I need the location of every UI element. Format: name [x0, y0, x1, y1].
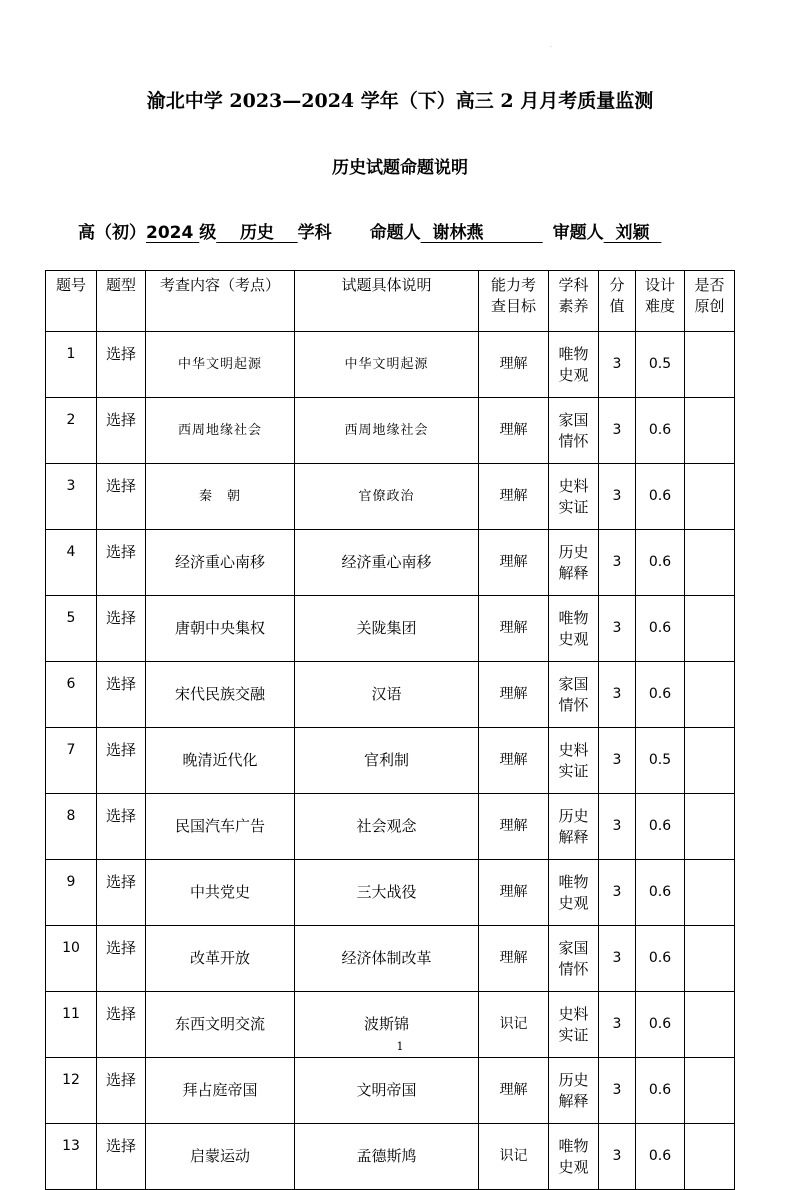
- cell-difficulty: 0.6: [636, 398, 685, 464]
- cell-score: 3: [599, 992, 636, 1058]
- cell-question-no: 7: [46, 728, 97, 794]
- cell-ability: 识记: [479, 992, 549, 1058]
- header-score: 分 值: [599, 271, 636, 332]
- document-subtitle: 历史试题命题说明: [332, 158, 468, 178]
- cell-detail: 汉语: [295, 662, 479, 728]
- cell-score: 3: [599, 794, 636, 860]
- header-original: 是否 原创: [685, 271, 735, 332]
- cell-literacy: 唯物 史观: [549, 860, 599, 926]
- cell-score: 3: [599, 332, 636, 398]
- cell-ability: 理解: [479, 332, 549, 398]
- cell-difficulty: 0.6: [636, 1058, 685, 1124]
- cell-literacy: 历史 解释: [549, 794, 599, 860]
- cell-ability: 理解: [479, 596, 549, 662]
- cell-score: 3: [599, 1058, 636, 1124]
- grade-value: 2024: [146, 223, 194, 243]
- cell-detail: 关陇集团: [295, 596, 479, 662]
- table-row: [46, 926, 735, 992]
- cell-difficulty: 0.6: [636, 464, 685, 530]
- cell-score: 3: [599, 662, 636, 728]
- author-label: 命题人: [369, 223, 421, 243]
- cell-question-no: 3: [46, 464, 97, 530]
- cell-question-type: 选择: [97, 332, 146, 398]
- cell-difficulty: 0.6: [636, 530, 685, 596]
- cell-content: 启蒙运动: [146, 1124, 295, 1190]
- cell-score: 3: [599, 926, 636, 992]
- header-literacy: 学科 素养: [549, 271, 599, 332]
- table-row: [46, 398, 735, 464]
- cell-detail: 三大战役: [295, 860, 479, 926]
- table-row: [46, 530, 735, 596]
- cell-score: 3: [599, 1124, 636, 1190]
- cell-detail: 官僚政治: [295, 464, 479, 530]
- table-row: [46, 464, 735, 530]
- cell-question-no: 8: [46, 794, 97, 860]
- cell-content: 秦 朝: [146, 464, 295, 530]
- cell-score: 3: [599, 398, 636, 464]
- cell-literacy: 历史 解释: [549, 1058, 599, 1124]
- reviewer-label: 审题人: [552, 223, 604, 243]
- table-row: [46, 662, 735, 728]
- table-row: [46, 332, 735, 398]
- author-value: 谢林燕: [432, 223, 484, 243]
- cell-difficulty: 0.6: [636, 992, 685, 1058]
- table-row: [46, 1058, 735, 1124]
- cell-question-no: 11: [46, 992, 97, 1058]
- cell-content: 经济重心南移: [146, 530, 295, 596]
- cell-score: 3: [599, 860, 636, 926]
- table-row: [46, 1124, 735, 1190]
- cell-content: 东西文明交流: [146, 992, 295, 1058]
- cell-literacy: 史料 实证: [549, 992, 599, 1058]
- cell-question-type: 选择: [97, 1124, 146, 1190]
- cell-original: [685, 1124, 735, 1190]
- cell-difficulty: 0.6: [636, 794, 685, 860]
- cell-difficulty: 0.6: [636, 860, 685, 926]
- cell-question-no: 12: [46, 1058, 97, 1124]
- cell-detail: 官利制: [295, 728, 479, 794]
- meta-line: [78, 218, 661, 243]
- cell-question-type: 选择: [97, 530, 146, 596]
- header-content: 考查内容（考点）: [146, 271, 295, 332]
- subject-suffix: 学科: [297, 223, 332, 243]
- cell-content: 宋代民族交融: [146, 662, 295, 728]
- cell-question-type: 选择: [97, 728, 146, 794]
- cell-ability: 理解: [479, 530, 549, 596]
- cell-ability: 理解: [479, 794, 549, 860]
- cell-original: [685, 596, 735, 662]
- cell-original: [685, 662, 735, 728]
- cell-content: 西周地缘社会: [146, 398, 295, 464]
- reviewer-value: 刘颖: [615, 223, 650, 243]
- cell-content: 中共党史: [146, 860, 295, 926]
- cell-literacy: 家国 情怀: [549, 662, 599, 728]
- table-row: [46, 860, 735, 926]
- cell-detail: 文明帝国: [295, 1058, 479, 1124]
- cell-question-type: 选择: [97, 992, 146, 1058]
- cell-detail: 经济体制改革: [295, 926, 479, 992]
- cell-original: [685, 464, 735, 530]
- document-title: 渝北中学 2023—2024 学年（下）高三 2 月月考质量监测: [146, 90, 654, 112]
- cell-ability: 理解: [479, 398, 549, 464]
- cell-ability: 理解: [479, 926, 549, 992]
- grade-label: 高（初）: [78, 223, 146, 243]
- table-header-row: [46, 271, 735, 332]
- cell-original: [685, 398, 735, 464]
- header-difficulty: 设计 难度: [636, 271, 685, 332]
- cell-question-type: 选择: [97, 860, 146, 926]
- header-question-no: 题号: [46, 271, 97, 332]
- cell-question-type: 选择: [97, 596, 146, 662]
- cell-content: 唐朝中央集权: [146, 596, 295, 662]
- cell-question-type: 选择: [97, 1058, 146, 1124]
- cell-difficulty: 0.5: [636, 728, 685, 794]
- cell-question-no: 2: [46, 398, 97, 464]
- cell-literacy: 史料 实证: [549, 728, 599, 794]
- table-row: [46, 728, 735, 794]
- cell-detail: 经济重心南移: [295, 530, 479, 596]
- cell-ability: 理解: [479, 860, 549, 926]
- cell-ability: 理解: [479, 1058, 549, 1124]
- cell-question-no: 9: [46, 860, 97, 926]
- cell-question-type: 选择: [97, 926, 146, 992]
- cell-ability: 理解: [479, 728, 549, 794]
- header-detail: 试题具体说明: [295, 271, 479, 332]
- table-row: [46, 794, 735, 860]
- cell-detail: 社会观念: [295, 794, 479, 860]
- cell-original: [685, 530, 735, 596]
- header-ability: 能力考 查目标: [479, 271, 549, 332]
- cell-original: [685, 1058, 735, 1124]
- cell-score: 3: [599, 464, 636, 530]
- cell-question-no: 1: [46, 332, 97, 398]
- cell-question-no: 6: [46, 662, 97, 728]
- cell-score: 3: [599, 596, 636, 662]
- cell-content: 拜占庭帝国: [146, 1058, 295, 1124]
- cell-literacy: 史料 实证: [549, 464, 599, 530]
- cell-detail: 西周地缘社会: [295, 398, 479, 464]
- cell-difficulty: 0.6: [636, 662, 685, 728]
- cell-content: 中华文明起源: [146, 332, 295, 398]
- corner-dot: ·: [550, 44, 552, 51]
- header-question-type: 题型: [97, 271, 146, 332]
- cell-content: 民国汽车广告: [146, 794, 295, 860]
- grade-suffix: 级: [199, 223, 217, 243]
- cell-difficulty: 0.6: [636, 926, 685, 992]
- cell-question-type: 选择: [97, 398, 146, 464]
- cell-original: [685, 794, 735, 860]
- cell-literacy: 唯物 史观: [549, 332, 599, 398]
- table-row: [46, 596, 735, 662]
- cell-ability: 识记: [479, 1124, 549, 1190]
- cell-question-no: 5: [46, 596, 97, 662]
- cell-detail: 波斯锦: [295, 992, 479, 1058]
- cell-question-no: 4: [46, 530, 97, 596]
- cell-difficulty: 0.5: [636, 332, 685, 398]
- cell-question-no: 10: [46, 926, 97, 992]
- cell-question-type: 选择: [97, 794, 146, 860]
- cell-content: 改革开放: [146, 926, 295, 992]
- page-number: 1: [396, 1040, 404, 1053]
- cell-literacy: 家国 情怀: [549, 398, 599, 464]
- cell-ability: 理解: [479, 662, 549, 728]
- cell-detail: 中华文明起源: [295, 332, 479, 398]
- cell-original: [685, 926, 735, 992]
- cell-original: [685, 860, 735, 926]
- cell-content: 晚清近代化: [146, 728, 295, 794]
- cell-score: 3: [599, 728, 636, 794]
- cell-literacy: 家国 情怀: [549, 926, 599, 992]
- cell-question-no: 13: [46, 1124, 97, 1190]
- cell-difficulty: 0.6: [636, 596, 685, 662]
- cell-literacy: 历史 解释: [549, 530, 599, 596]
- cell-score: 3: [599, 530, 636, 596]
- cell-difficulty: 0.6: [636, 1124, 685, 1190]
- cell-question-type: 选择: [97, 662, 146, 728]
- cell-original: [685, 728, 735, 794]
- cell-detail: 孟德斯鸠: [295, 1124, 479, 1190]
- cell-literacy: 唯物 史观: [549, 596, 599, 662]
- cell-literacy: 唯物 史观: [549, 1124, 599, 1190]
- subject-value: 历史: [239, 223, 274, 243]
- cell-ability: 理解: [479, 464, 549, 530]
- cell-original: [685, 332, 735, 398]
- cell-question-type: 选择: [97, 464, 146, 530]
